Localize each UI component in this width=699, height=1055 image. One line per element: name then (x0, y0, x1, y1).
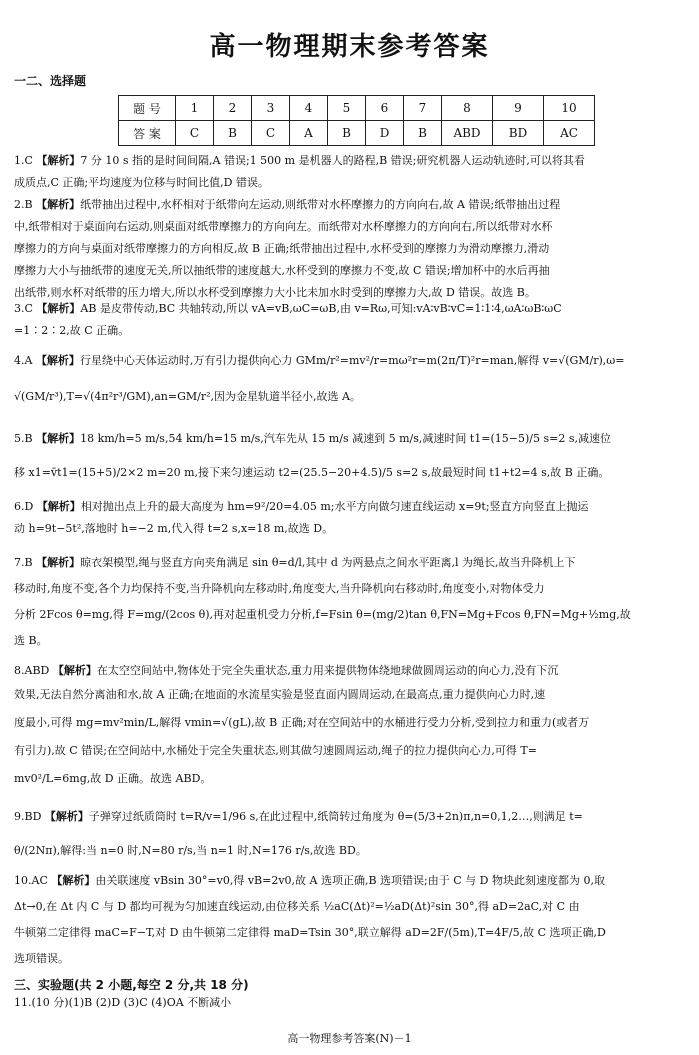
section-heading-choice: 一二、选择题 (14, 74, 87, 88)
table-cell: BD (493, 121, 544, 146)
table-cell: C (176, 121, 214, 146)
analysis-tag: 【解析】 (36, 500, 81, 513)
text-line: √(GM/r³),T=√(4π²r³/GM),an=GM/r²,因为金星轨道半径小,故选 A。 (14, 390, 361, 403)
text-line: 摩擦力的方向与桌面对纸带摩擦力的方向相反,故 B 正确;纸带抽出过程中,水杯受到的摩擦力为滑动摩擦力,滑动 (14, 242, 550, 255)
table-cell: D (366, 121, 404, 146)
text-line: 6.D 【解析】相对抛出点上升的最大高度为 hm=9²/20=4.05 m;水平方向做匀速直线运动 x=9t;竖直方向竖直上抛运 (14, 500, 589, 513)
text-line: =1∶2∶2,故 C 正确。 (14, 324, 130, 337)
table-cell: 7 (404, 96, 442, 121)
explanation-2 (14, 194, 690, 304)
table-cell: 2 (214, 96, 252, 121)
table-cell: 6 (366, 96, 404, 121)
explanation-4 (14, 350, 690, 408)
text-line: 成质点,C 正确;平均速度为位移与时间比值,D 错误。 (14, 176, 269, 189)
text-line: 中,纸带相对于桌面向右运动,则桌面对纸带摩擦力的方向向左。而纸带对水杯摩擦力的方向向右,所以纸带对水杯 (14, 220, 553, 233)
text-line: 2.B 【解析】纸带抽出过程中,水杯相对于纸带向左运动,则纸带对水杯摩擦力的方向向右,故 A 错误;纸带抽出过程 (14, 198, 561, 211)
analysis-tag: 【解析】 (36, 154, 81, 167)
text-line: 1.C 【解析】7 分 10 s 指的是时间间隔,A 错误;1 500 m 是机器人的路程,B 错误;研究机器人运动轨迹时,可以将其看 (14, 154, 585, 167)
text-line: 效果,无法自然分离油和水,故 A 正确;在地面的水流星实验是竖直面内圆周运动,在最高点,重力提供向心力时,速 (14, 688, 546, 701)
text-line: 摩擦力大小与抽纸带的速度无关,所以抽纸带的速度越大,水杯受到的摩擦力不变,故 C 错误;增加杯中的水后再抽 (14, 264, 550, 277)
text-line: 8.ABD 【解析】在太空空间站中,物体处于完全失重状态,重力用来提供物体绕地球做圆周运动的向心力,没有下沉 (14, 664, 559, 677)
explanation-7 (14, 552, 690, 652)
explanation-5 (14, 428, 690, 484)
page-footer: 高一物理参考答案(N)－1 (287, 1032, 412, 1045)
analysis-tag: 【解析】 (36, 556, 81, 569)
text-line: 度最小,可得 mg=mv²min/L,解得 vmin=√(gL),故 B 正确;对在空间站中的水桶进行受力分析,受到拉力和重力(或者万 (14, 716, 590, 729)
row-label-number: 题 号 (119, 96, 176, 121)
row-label-answer: 答 案 (119, 121, 176, 146)
text-line: 选项错误。 (14, 952, 69, 965)
analysis-tag: 【解析】 (36, 302, 81, 315)
table-cell: 5 (328, 96, 366, 121)
text-line: 有引力),故 C 错误;在空间站中,水桶处于完全失重状态,则其做匀速圆周运动,绳子的拉力提供向心力,可得 T= (14, 744, 537, 757)
analysis-tag: 【解析】 (44, 810, 89, 823)
text-line: 动 h=9t−5t²,落地时 h=−2 m,代入得 t=2 s,x=18 m,故选 D。 (14, 522, 334, 535)
explanation-3 (14, 298, 690, 342)
text-line: 移 x1=v̄t1=(15+5)/2×2 m=20 m,接下来匀速运动 t2=(25.5−20+4.5)/5 s=2 s,故最短时间 t1+t2=4 s,故 B 正确。 (14, 466, 610, 479)
table-row-answers (119, 121, 595, 146)
explanation-10 (14, 870, 690, 970)
section-heading-experiment: 三、实验题(共 2 小题,每空 2 分,共 18 分) (14, 978, 249, 992)
text-line: 4.A 【解析】行星绕中心天体运动时,万有引力提供向心力 GMm/r²=mv²/r=mω²r=m(2π/T)²r=man,解得 v=√(GM/r),ω= (14, 354, 625, 367)
answer-table (118, 95, 595, 146)
text-line: θ/(2Nπ),解得:当 n=0 时,N=80 r/s,当 n=1 时,N=176 r/s,故选 BD。 (14, 844, 367, 857)
table-cell: 4 (290, 96, 328, 121)
text-line: 11.(10 分)(1)B (2)D (3)C (4)OA 不断减小 (14, 996, 232, 1009)
table-cell: ABD (442, 121, 493, 146)
analysis-tag: 【解析】 (36, 432, 81, 445)
text-line: mv0²/L=6mg,故 D 正确。故选 ABD。 (14, 772, 212, 785)
text-line: Δt→0,在 Δt 内 C 与 D 都均可视为匀加速直线运动,由位移关系 ½aC(Δt)²=½aD(Δt)²sin 30°,得 aD=2aC,对 C 由 (14, 900, 580, 913)
analysis-tag: 【解析】 (35, 354, 80, 367)
text-line: 5.B 【解析】18 km/h=5 m/s,54 km/h=15 m/s,汽车先从 15 m/s 减速到 5 m/s,减速时间 t1=(15−5)/5 s=2 s,减速位 (14, 432, 611, 445)
table-cell: 9 (493, 96, 544, 121)
table-cell: 8 (442, 96, 493, 121)
text-line: 选 B。 (14, 634, 48, 647)
page-title: 高一物理期末参考答案 (209, 32, 490, 62)
text-line: 出纸带,则水杯对纸带的压力增大,所以水杯受到摩擦力大小比未加水时受到的摩擦力大,故 D 错误。故选 B。 (14, 286, 536, 299)
text-line: 移动时,角度不变,各个力均保持不变,当升降机向左移动时,角度变大,当升降机向右移动时,角度变小,对物体受力 (14, 582, 545, 595)
table-cell: 1 (176, 96, 214, 121)
text-line: 分析 2Fcos θ=mg,得 F=mg/(2cos θ),再对起重机受力分析,f=Fsin θ=(mg/2)tan θ,FN=Mg+Fcos θ,FN=Mg+½mg,故 (14, 608, 631, 621)
explanation-1 (14, 150, 690, 194)
explanation-8 (14, 660, 690, 790)
analysis-tag: 【解析】 (52, 664, 97, 677)
text-line: 牛顿第二定律得 maC=F−T,对 D 由牛顿第二定律得 maD=Tsin 30°,联立解得 aD=2F/(5m),T=4F/5,故 C 选项正确,D (14, 926, 606, 939)
analysis-tag: 【解析】 (36, 198, 81, 211)
text-line: 9.BD 【解析】子弹穿过纸质筒时 t=R/v=1/96 s,在此过程中,纸筒转过角度为 θ=(5/3+2n)π,n=0,1,2…,则满足 t= (14, 810, 583, 823)
text-line: 7.B 【解析】晾衣架模型,绳与竖直方向夹角满足 sin θ=d/l,其中 d 为两悬点之间水平距离,l 为绳长,故当升降机上下 (14, 556, 576, 569)
analysis-tag: 【解析】 (51, 874, 96, 887)
table-cell: 10 (544, 96, 595, 121)
text-line: 3.C 【解析】AB 是皮带传动,BC 共轴转动,所以 vA=vB,ωC=ωB,由 v=Rω,可知:vA∶vB∶vC=1∶1∶4,ωA∶ωB∶ωC (14, 302, 562, 315)
table-cell: A (290, 121, 328, 146)
explanation-9 (14, 806, 690, 862)
table-cell: B (404, 121, 442, 146)
explanation-6 (14, 496, 690, 540)
table-cell: 3 (252, 96, 290, 121)
table-cell: B (214, 121, 252, 146)
table-cell: B (328, 121, 366, 146)
q11-answer (14, 992, 690, 1014)
text-line: 10.AC 【解析】由关联速度 vBsin 30°=v0,得 vB=2v0,故 A 选项正确,B 选项错误;由于 C 与 D 物块此刻速度都为 0,取 (14, 874, 605, 887)
table-row-numbers (119, 96, 595, 121)
table-cell: AC (544, 121, 595, 146)
table-cell: C (252, 121, 290, 146)
